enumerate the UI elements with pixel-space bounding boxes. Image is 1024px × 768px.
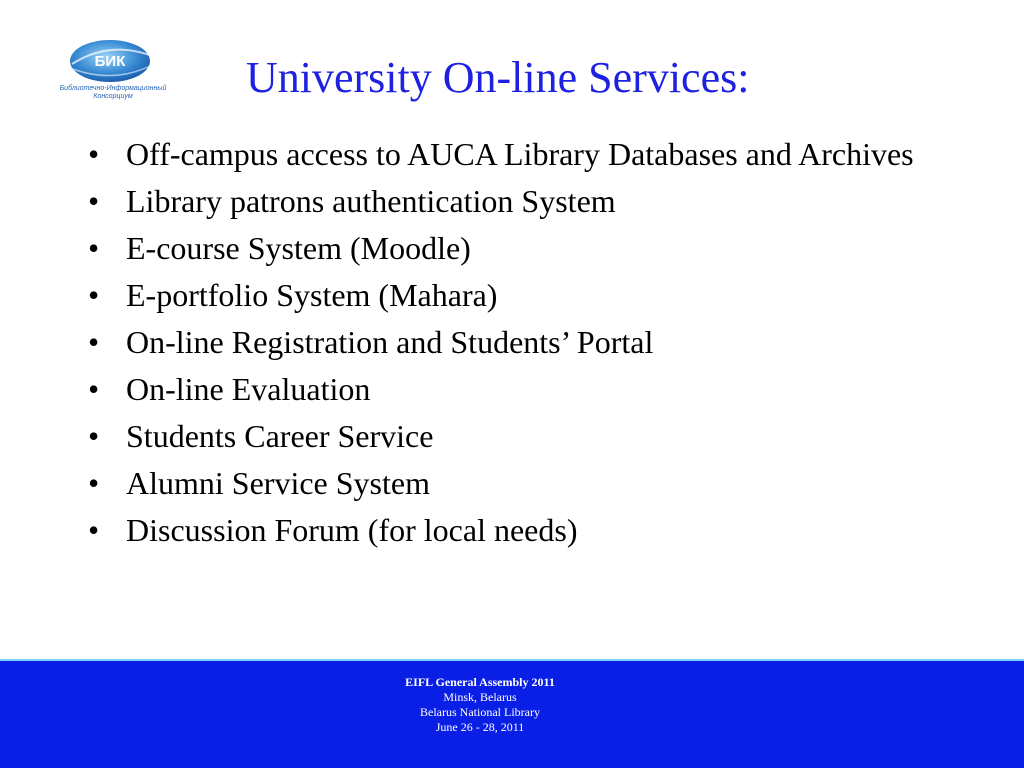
services-list	[88, 137, 918, 560]
bullet-icon: •	[88, 371, 100, 407]
list-item-text: E-portfolio System (Mahara)	[126, 277, 498, 313]
list-item	[88, 137, 918, 172]
consortium-logo	[48, 38, 178, 106]
footer-dates: June 26 - 28, 2011	[435, 720, 525, 734]
list-item-text: Off-campus access to AUCA Library Databases and Archives	[126, 136, 914, 172]
footer-event: EIFL General Assembly 2011	[405, 675, 555, 689]
list-item	[88, 231, 918, 266]
list-item-text: Students Career Service	[126, 418, 434, 454]
footer-venue: Belarus National Library	[420, 705, 540, 719]
list-item-text: E-course System (Moodle)	[126, 230, 471, 266]
list-item-text: Alumni Service System	[126, 465, 430, 501]
footer-city: Minsk, Belarus	[443, 690, 517, 704]
bullet-icon: •	[88, 418, 100, 454]
logo-caption	[48, 85, 178, 101]
list-item	[88, 372, 918, 407]
list-item-text: On-line Registration and Students’ Portal	[126, 324, 654, 360]
list-item	[88, 513, 918, 548]
bullet-icon: •	[88, 512, 100, 548]
logo-name: БИК	[94, 53, 126, 70]
list-item	[88, 278, 918, 313]
globe-logo-icon	[48, 38, 178, 84]
bullet-icon: •	[88, 136, 100, 172]
logo-caption-line1: Библиотечно-Информационный	[59, 85, 167, 92]
footer-text	[0, 675, 960, 735]
list-item	[88, 325, 918, 360]
footer-band	[0, 659, 1024, 768]
bullet-icon: •	[88, 324, 100, 360]
list-item	[88, 184, 918, 219]
bullet-icon: •	[88, 230, 100, 266]
bullet-icon: •	[88, 183, 100, 219]
bullet-icon: •	[88, 465, 100, 501]
bullet-icon: •	[88, 277, 100, 313]
list-item	[88, 466, 918, 501]
list-item-text: On-line Evaluation	[126, 371, 371, 407]
list-item-text: Discussion Forum (for local needs)	[126, 512, 578, 548]
list-item	[88, 419, 918, 454]
slide-title: University On-line Services:	[246, 53, 750, 102]
logo-caption-line2: Консорциум	[93, 93, 133, 100]
list-item-text: Library patrons authentication System	[126, 183, 616, 219]
